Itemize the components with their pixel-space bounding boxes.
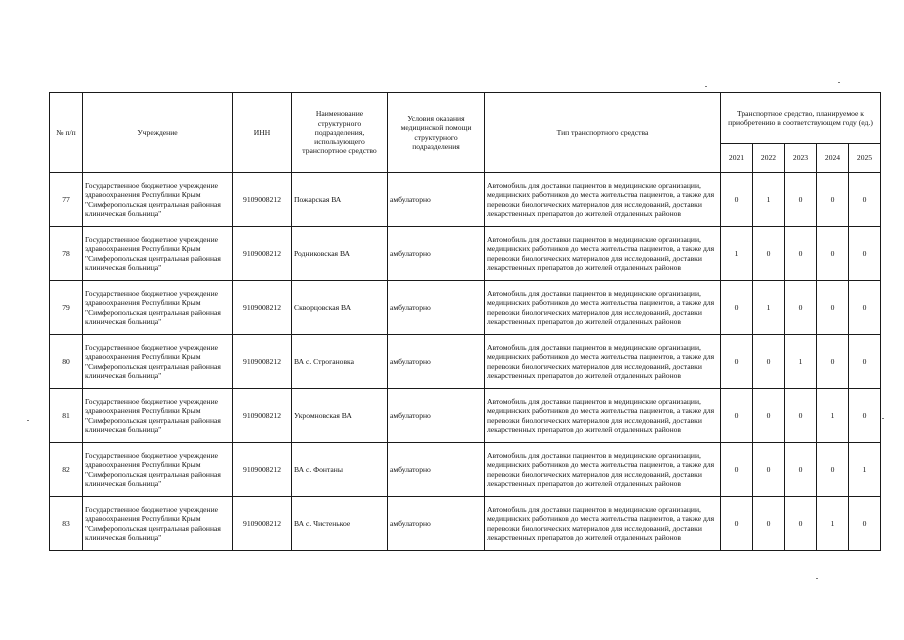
year-cell: 0 — [785, 281, 817, 335]
conditions-cell: амбулаторно — [388, 227, 485, 281]
vehicle-type-cell: Автомобиль для доставки пациентов в медицинские организации, медицинских работников до места жительства пациентов, а также для перевозки биологических материалов для исследований, доставки лекарственных препаратов до жителей отдаленных районов — [485, 497, 721, 551]
institution-cell: Государственное бюджетное учреждение здравоохранения Республики Крым "Симферопольская центральная районная клиническая больница" — [83, 389, 233, 443]
conditions-cell: амбулаторно — [388, 281, 485, 335]
conditions-cell: амбулаторно — [388, 443, 485, 497]
table-row — [50, 335, 881, 389]
year-cell: 0 — [753, 227, 785, 281]
inn-cell: 9109008212 — [233, 227, 292, 281]
year-cell: 1 — [817, 497, 849, 551]
year-cell: 0 — [849, 173, 881, 227]
unit-cell: ВА с. Строгановка — [292, 335, 388, 389]
conditions-cell: амбулаторно — [388, 335, 485, 389]
row-num: 79 — [50, 281, 83, 335]
header-year: 2023 — [785, 144, 817, 173]
header-year: 2025 — [849, 144, 881, 173]
row-num: 81 — [50, 389, 83, 443]
header-conditions: Условия оказания медицинской помощи структурного подразделения — [388, 93, 485, 173]
unit-cell: ВА с. Фонтаны — [292, 443, 388, 497]
inn-cell: 9109008212 — [233, 173, 292, 227]
year-cell: 0 — [849, 281, 881, 335]
conditions-cell: амбулаторно — [388, 173, 485, 227]
institution-cell: Государственное бюджетное учреждение здравоохранения Республики Крым "Симферопольская центральная районная клиническая больница" — [83, 227, 233, 281]
scan-speck — [705, 86, 707, 87]
year-cell: 0 — [721, 443, 753, 497]
year-cell: 1 — [849, 443, 881, 497]
year-cell: 0 — [849, 335, 881, 389]
year-cell: 0 — [785, 173, 817, 227]
header-inn: ИНН — [233, 93, 292, 173]
vehicle-type-cell: Автомобиль для доставки пациентов в медицинские организации, медицинских работников до места жительства пациентов, а также для перевозки биологических материалов для исследований, доставки лекарственных препаратов до жителей отдаленных районов — [485, 227, 721, 281]
year-cell: 0 — [817, 335, 849, 389]
unit-cell: ВА с. Чистенькое — [292, 497, 388, 551]
year-cell: 0 — [849, 389, 881, 443]
year-cell: 0 — [721, 389, 753, 443]
conditions-cell: амбулаторно — [388, 389, 485, 443]
scan-speck — [838, 82, 840, 83]
table-row — [50, 281, 881, 335]
year-cell: 0 — [753, 335, 785, 389]
year-cell: 0 — [721, 281, 753, 335]
unit-cell: Родниковская ВА — [292, 227, 388, 281]
scan-speck — [882, 418, 884, 419]
document-page — [49, 92, 880, 551]
header-num: № п/п — [50, 93, 83, 173]
year-cell: 0 — [849, 227, 881, 281]
year-cell: 0 — [817, 281, 849, 335]
table-row — [50, 173, 881, 227]
year-cell: 0 — [849, 497, 881, 551]
header-year: 2021 — [721, 144, 753, 173]
header-unit-name: Наименование структурного подразделения, использующего транспортное средство — [292, 93, 388, 173]
inn-cell: 9109008212 — [233, 497, 292, 551]
year-cell: 0 — [721, 173, 753, 227]
row-num: 78 — [50, 227, 83, 281]
table-row — [50, 497, 881, 551]
inn-cell: 9109008212 — [233, 281, 292, 335]
institution-cell: Государственное бюджетное учреждение здравоохранения Республики Крым "Симферопольская центральная районная клиническая больница" — [83, 281, 233, 335]
table-row — [50, 389, 881, 443]
unit-cell: Скворцовская ВА — [292, 281, 388, 335]
year-cell: 0 — [753, 497, 785, 551]
unit-cell: Укромновская ВА — [292, 389, 388, 443]
year-cell: 1 — [817, 389, 849, 443]
header-planned: Транспортное средство, планируемое к приобретению в соответствующем году (ед.) — [721, 93, 881, 144]
vehicle-type-cell: Автомобиль для доставки пациентов в медицинские организации, медицинских работников до места жительства пациентов, а также для перевозки биологических материалов для исследований, доставки лекарственных препаратов до жителей отдаленных районов — [485, 281, 721, 335]
row-num: 80 — [50, 335, 83, 389]
institution-cell: Государственное бюджетное учреждение здравоохранения Республики Крым "Симферопольская центральная районная клиническая больница" — [83, 173, 233, 227]
year-cell: 1 — [721, 227, 753, 281]
table-row — [50, 227, 881, 281]
year-cell: 0 — [753, 389, 785, 443]
year-cell: 0 — [721, 497, 753, 551]
year-cell: 0 — [753, 443, 785, 497]
vehicle-type-cell: Автомобиль для доставки пациентов в медицинские организации, медицинских работников до места жительства пациентов, а также для перевозки биологических материалов для исследований, доставки лекарственных препаратов до жителей отдаленных районов — [485, 173, 721, 227]
conditions-cell: амбулаторно — [388, 497, 485, 551]
vehicle-type-cell: Автомобиль для доставки пациентов в медицинские организации, медицинских работников до места жительства пациентов, а также для перевозки биологических материалов для исследований, доставки лекарственных препаратов до жителей отдаленных районов — [485, 389, 721, 443]
year-cell: 0 — [817, 173, 849, 227]
inn-cell: 9109008212 — [233, 443, 292, 497]
year-cell: 0 — [785, 227, 817, 281]
scan-speck — [27, 420, 29, 421]
institution-cell: Государственное бюджетное учреждение здравоохранения Республики Крым "Симферопольская центральная районная клиническая больница" — [83, 497, 233, 551]
year-cell: 0 — [817, 443, 849, 497]
row-num: 82 — [50, 443, 83, 497]
year-cell: 1 — [785, 335, 817, 389]
row-num: 77 — [50, 173, 83, 227]
year-cell: 0 — [785, 443, 817, 497]
header-year: 2022 — [753, 144, 785, 173]
header-year: 2024 — [817, 144, 849, 173]
year-cell: 0 — [785, 497, 817, 551]
table-row — [50, 443, 881, 497]
scan-speck — [816, 578, 818, 579]
year-cell: 0 — [785, 389, 817, 443]
unit-cell: Пожарская ВА — [292, 173, 388, 227]
institution-cell: Государственное бюджетное учреждение здравоохранения Республики Крым "Симферопольская центральная районная клиническая больница" — [83, 443, 233, 497]
vehicle-type-cell: Автомобиль для доставки пациентов в медицинские организации, медицинских работников до места жительства пациентов, а также для перевозки биологических материалов для исследований, доставки лекарственных препаратов до жителей отдаленных районов — [485, 443, 721, 497]
inn-cell: 9109008212 — [233, 389, 292, 443]
year-cell: 0 — [817, 227, 849, 281]
header-institution: Учреждение — [83, 93, 233, 173]
row-num: 83 — [50, 497, 83, 551]
inn-cell: 9109008212 — [233, 335, 292, 389]
vehicle-procurement-table — [49, 92, 881, 551]
year-cell: 0 — [721, 335, 753, 389]
vehicle-type-cell: Автомобиль для доставки пациентов в медицинские организации, медицинских работников до места жительства пациентов, а также для перевозки биологических материалов для исследований, доставки лекарственных препаратов до жителей отдаленных районов — [485, 335, 721, 389]
header-vehicle-type: Тип транспортного средства — [485, 93, 721, 173]
year-cell: 1 — [753, 281, 785, 335]
year-cell: 1 — [753, 173, 785, 227]
institution-cell: Государственное бюджетное учреждение здравоохранения Республики Крым "Симферопольская центральная районная клиническая больница" — [83, 335, 233, 389]
